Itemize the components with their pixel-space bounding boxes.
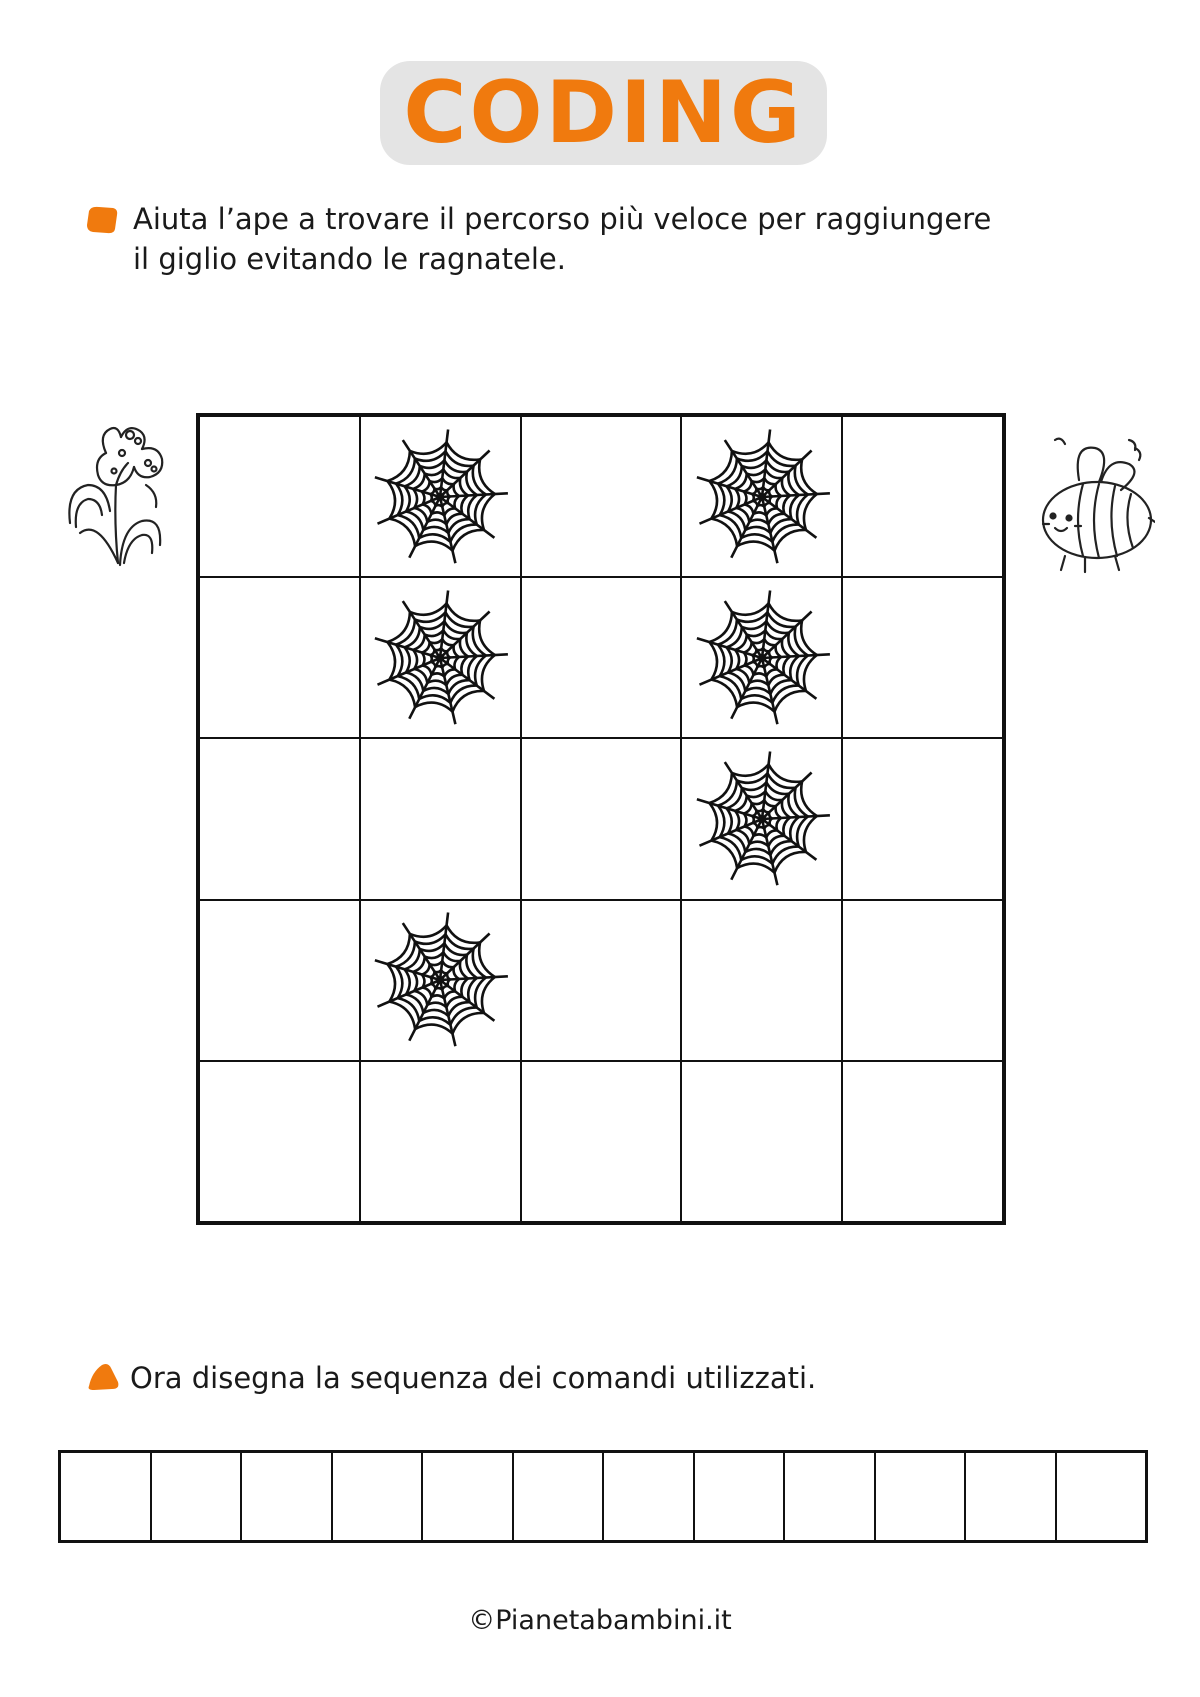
grid-cell-r4-c2[interactable] — [360, 900, 521, 1061]
command-box-4[interactable] — [332, 1452, 423, 1541]
grid-cell-r1-c5[interactable] — [842, 416, 1003, 577]
command-box-5[interactable] — [422, 1452, 513, 1541]
grid-cell-r3-c1[interactable] — [199, 738, 360, 899]
grid-cell-r4-c3[interactable] — [521, 900, 682, 1061]
orange-bullet-icon — [86, 1362, 120, 1392]
cobweb-icon — [687, 422, 837, 572]
grid-cell-r2-c5[interactable] — [842, 577, 1003, 738]
grid-cell-r2-c2[interactable] — [360, 577, 521, 738]
command-box-11[interactable] — [965, 1452, 1056, 1541]
orange-bullet-icon — [85, 205, 119, 235]
grid-cell-r1-c4[interactable] — [681, 416, 842, 577]
grid-cell-r4-c1[interactable] — [199, 900, 360, 1061]
command-box-10[interactable] — [875, 1452, 966, 1541]
command-box-1[interactable] — [60, 1452, 151, 1541]
grid-cell-r5-c3[interactable] — [521, 1061, 682, 1222]
grid-cell-r4-c5[interactable] — [842, 900, 1003, 1061]
grid-cell-r3-c4[interactable] — [681, 738, 842, 899]
coding-grid — [196, 413, 1006, 1225]
cobweb-icon — [365, 583, 515, 733]
command-box-7[interactable] — [603, 1452, 694, 1541]
grid-cell-r4-c4[interactable] — [681, 900, 842, 1061]
grid-cell-r5-c4[interactable] — [681, 1061, 842, 1222]
instruction-1-line-2: il giglio evitando le ragnatele. — [133, 242, 566, 276]
grid-cell-r5-c2[interactable] — [360, 1061, 521, 1222]
command-box-12[interactable] — [1056, 1452, 1147, 1541]
command-box-6[interactable] — [513, 1452, 604, 1541]
grid-cell-r1-c2[interactable] — [360, 416, 521, 577]
grid-cell-r1-c1[interactable] — [199, 416, 360, 577]
grid-cell-r3-c3[interactable] — [521, 738, 682, 899]
command-box-8[interactable] — [694, 1452, 785, 1541]
cobweb-icon — [365, 422, 515, 572]
lily-flower-icon — [58, 423, 173, 573]
cobweb-icon — [365, 905, 515, 1055]
command-sequence-row — [58, 1450, 1148, 1543]
command-box-9[interactable] — [784, 1452, 875, 1541]
grid-cell-r3-c5[interactable] — [842, 738, 1003, 899]
title-banner — [380, 61, 827, 165]
grid-cell-r5-c5[interactable] — [842, 1061, 1003, 1222]
grid-cell-r3-c2[interactable] — [360, 738, 521, 899]
command-box-3[interactable] — [241, 1452, 332, 1541]
cobweb-icon — [687, 744, 837, 894]
instruction-1 — [133, 199, 991, 279]
cobweb-icon — [687, 583, 837, 733]
grid-cell-r2-c4[interactable] — [681, 577, 842, 738]
command-box-2[interactable] — [151, 1452, 242, 1541]
grid-cell-r1-c3[interactable] — [521, 416, 682, 577]
grid-cell-r2-c3[interactable] — [521, 577, 682, 738]
grid-cell-r5-c1[interactable] — [199, 1061, 360, 1222]
instruction-2 — [130, 1358, 816, 1398]
bee-icon — [1025, 434, 1155, 574]
instruction-1-line-1: Aiuta l’ape a trovare il percorso più veloce per raggiungere — [133, 202, 992, 236]
grid-cell-r2-c1[interactable] — [199, 577, 360, 738]
page-title: CODING — [403, 63, 804, 163]
instruction-2-line-1: Ora disegna la sequenza dei comandi utilizzati. — [130, 1361, 817, 1395]
footer-credit: ©Pianetabambini.it — [468, 1605, 732, 1636]
